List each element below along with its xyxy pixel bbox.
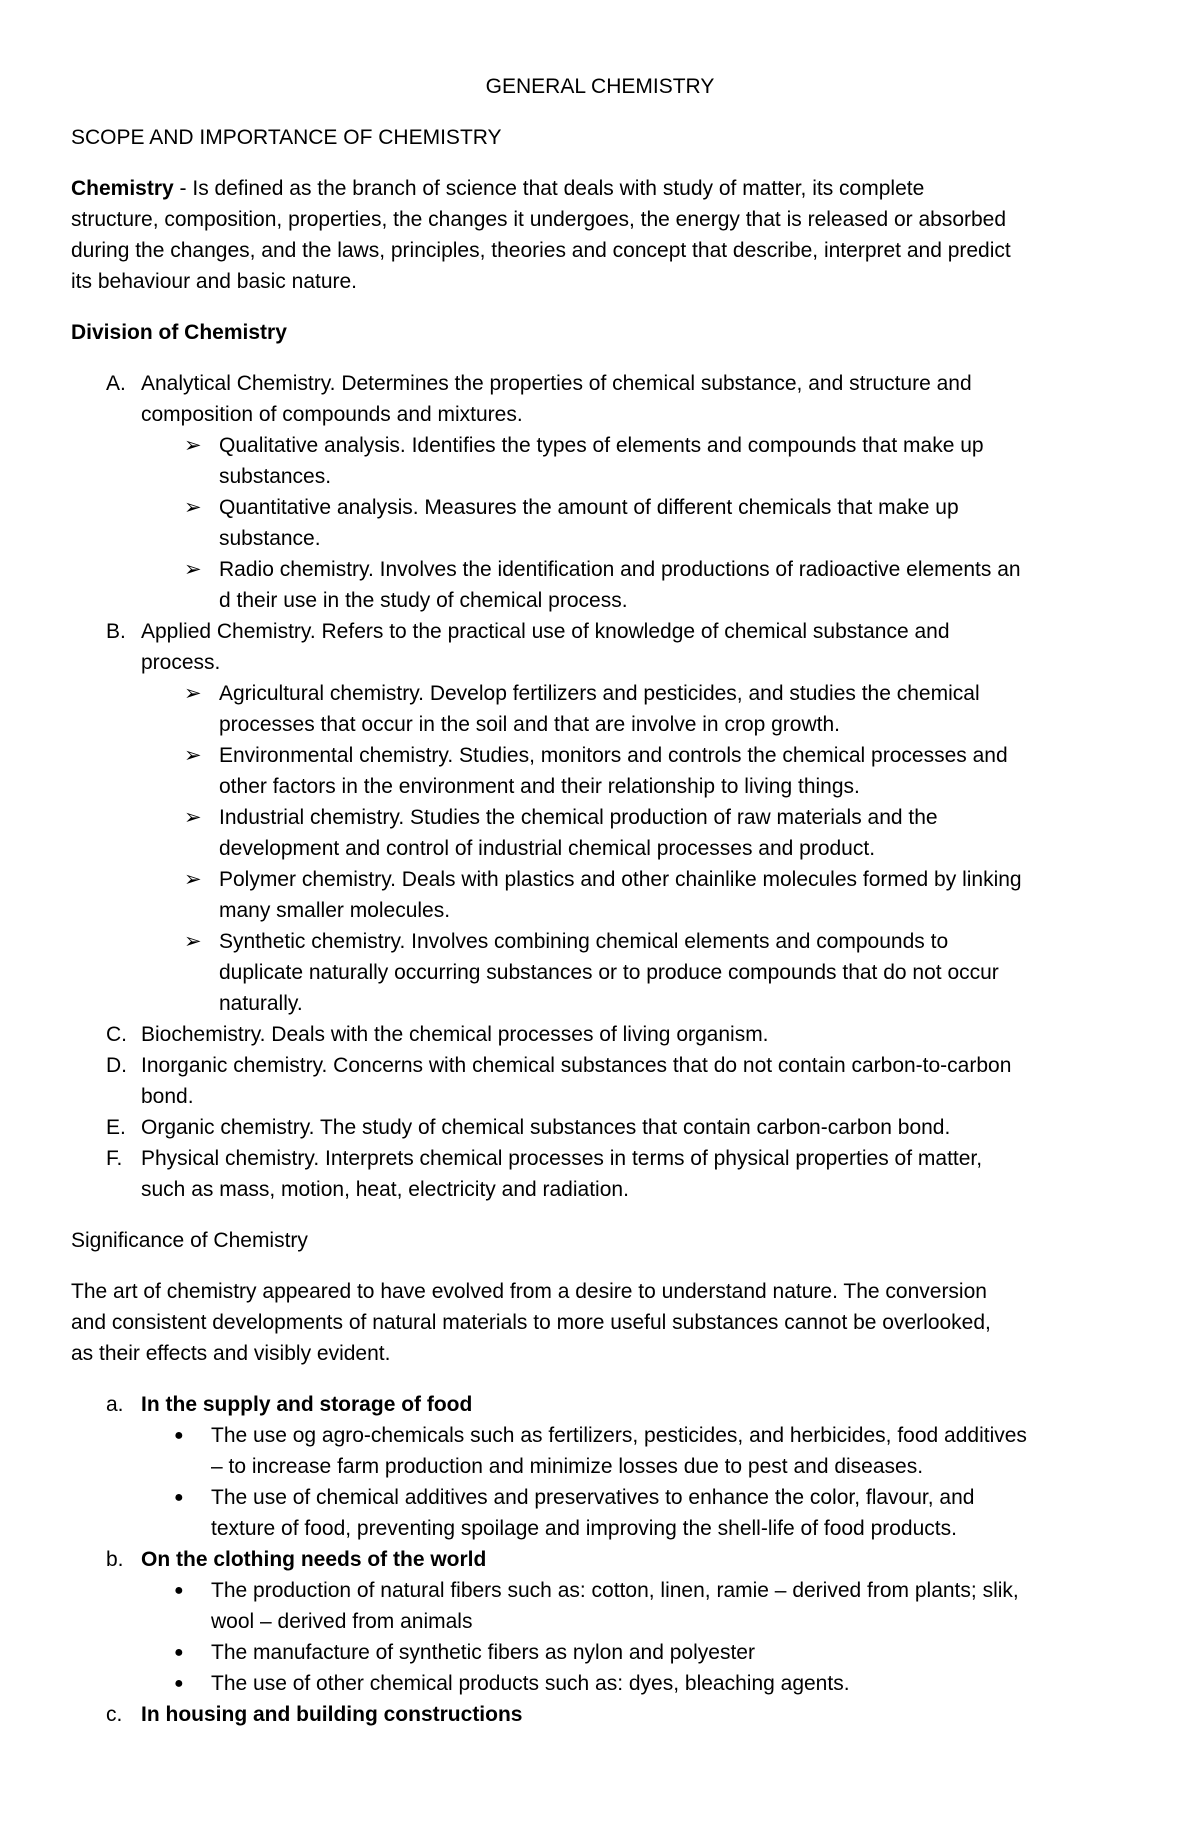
division-a-line-2: composition of compounds and mixtures. [141,403,523,426]
division-marker-d: D. [106,1054,127,1077]
significance-a-bullet-1-line-2: – to increase farm production and minimize losses due to pest and diseases. [211,1455,924,1478]
division-a-line-1: Analytical Chemistry. Determines the properties of chemical substance, and structure and [141,372,972,395]
section-heading: SCOPE AND IMPORTANCE OF CHEMISTRY [71,126,502,149]
division-b-sub-5-line-1: Synthetic chemistry. Involves combining chemical elements and compounds to [219,930,949,953]
document-title: GENERAL CHEMISTRY [485,75,715,98]
significance-a-bullet-1-line-1: The use og agro-chemicals such as fertilizers, pesticides, and herbicides, food additives [211,1424,1027,1447]
significance-b-heading: On the clothing needs of the world [141,1548,487,1571]
definition-line-4: its behaviour and basic nature. [71,270,358,293]
significance-marker-b: b. [106,1548,124,1571]
significance-a-bullet-2-line-2: texture of food, preventing spoilage and improving the shell-life of food products. [211,1517,957,1540]
division-f-line-1: Physical chemistry. Interprets chemical processes in terms of physical properties of matter, [141,1147,983,1170]
definition-line-3: during the changes, and the laws, principles, theories and concept that describe, interpret and predict [71,239,1011,262]
arrow-bullet-icon: ➢ [184,806,202,829]
bullet-icon: ● [174,1644,184,1661]
division-marker-a: A. [106,372,126,395]
division-f-line-2: such as mass, motion, heat, electricity and radiation. [141,1178,629,1201]
bullet-icon: ● [174,1675,184,1692]
division-a-sub-2-line-2: substance. [219,527,321,550]
arrow-bullet-icon: ➢ [184,682,202,705]
division-b-sub-3-line-1: Industrial chemistry. Studies the chemical production of raw materials and the [219,806,938,829]
significance-intro-line-2: and consistent developments of natural materials to more useful substances cannot be overlooked, [71,1311,991,1334]
division-marker-b: B. [106,620,126,643]
significance-a-heading: In the supply and storage of food [141,1393,473,1416]
arrow-bullet-icon: ➢ [184,930,202,953]
arrow-bullet-icon: ➢ [184,744,202,767]
bullet-icon: ● [174,1427,184,1444]
division-marker-f: F. [106,1147,123,1170]
division-b-sub-5-line-3: naturally. [219,992,303,1015]
significance-b-bullet-3-line-1: The use of other chemical products such as: dyes, bleaching agents. [211,1672,850,1695]
division-b-sub-2-line-2: other factors in the environment and their relationship to living things. [219,775,860,798]
division-a-sub-3-line-2: d their use in the study of chemical process. [219,589,628,612]
definition-text: - Is defined as the branch of science that deals with study of matter, its complete [173,177,925,200]
division-b-sub-4-line-2: many smaller molecules. [219,899,451,922]
division-b-sub-1-line-1: Agricultural chemistry. Develop fertilizers and pesticides, and studies the chemical [219,682,980,705]
significance-c-heading: In housing and building constructions [141,1703,523,1726]
arrow-bullet-icon: ➢ [184,558,202,581]
definition-term: Chemistry [71,177,174,200]
significance-a-bullet-2-line-1: The use of chemical additives and preservatives to enhance the color, flavour, and [211,1486,975,1509]
division-e-line-1: Organic chemistry. The study of chemical substances that contain carbon-carbon bond. [141,1116,951,1139]
bullet-icon: ● [174,1489,184,1506]
division-d-line-1: Inorganic chemistry. Concerns with chemical substances that do not contain carbon-to-carbon [141,1054,1012,1077]
significance-b-bullet-1-line-1: The production of natural fibers such as: cotton, linen, ramie – derived from plants; slik, [211,1579,1019,1602]
division-b-sub-3-line-2: development and control of industrial chemical processes and product. [219,837,876,860]
significance-heading: Significance of Chemistry [71,1229,308,1252]
division-d-line-2: bond. [141,1085,194,1108]
arrow-bullet-icon: ➢ [184,496,202,519]
division-marker-c: C. [106,1023,127,1046]
arrow-bullet-icon: ➢ [184,434,202,457]
division-b-sub-5-line-2: duplicate naturally occurring substances or to produce compounds that do not occur [219,961,999,984]
division-a-sub-1-line-2: substances. [219,465,332,488]
division-b-line-2: process. [141,651,221,674]
significance-intro-line-3: as their effects and visibly evident. [71,1342,391,1365]
division-b-sub-1-line-2: processes that occur in the soil and that are involve in crop growth. [219,713,840,736]
division-c-line-1: Biochemistry. Deals with the chemical processes of living organism. [141,1023,769,1046]
significance-marker-c: c. [106,1703,123,1726]
division-b-sub-2-line-1: Environmental chemistry. Studies, monitors and controls the chemical processes and [219,744,1008,767]
division-a-sub-2-line-1: Quantitative analysis. Measures the amount of different chemicals that make up [219,496,959,519]
division-a-sub-1-line-1: Qualitative analysis. Identifies the types of elements and compounds that make up [219,434,984,457]
division-heading: Division of Chemistry [71,321,287,344]
definition-line-2: structure, composition, properties, the changes it undergoes, the energy that is released or absorbed [71,208,1007,231]
definition-line-1 [71,178,924,199]
division-b-line-1: Applied Chemistry. Refers to the practical use of knowledge of chemical substance and [141,620,950,643]
bullet-icon: ● [174,1582,184,1599]
significance-intro-line-1: The art of chemistry appeared to have evolved from a desire to understand nature. The conversion [71,1280,987,1303]
significance-b-bullet-1-line-2: wool – derived from animals [211,1610,473,1633]
significance-b-bullet-2-line-1: The manufacture of synthetic fibers as nylon and polyester [211,1641,755,1664]
division-b-sub-4-line-1: Polymer chemistry. Deals with plastics and other chainlike molecules formed by linking [219,868,1022,891]
significance-marker-a: a. [106,1393,124,1416]
arrow-bullet-icon: ➢ [184,868,202,891]
division-a-sub-3-line-1: Radio chemistry. Involves the identification and productions of radioactive elements an [219,558,1021,581]
division-marker-e: E. [106,1116,126,1139]
